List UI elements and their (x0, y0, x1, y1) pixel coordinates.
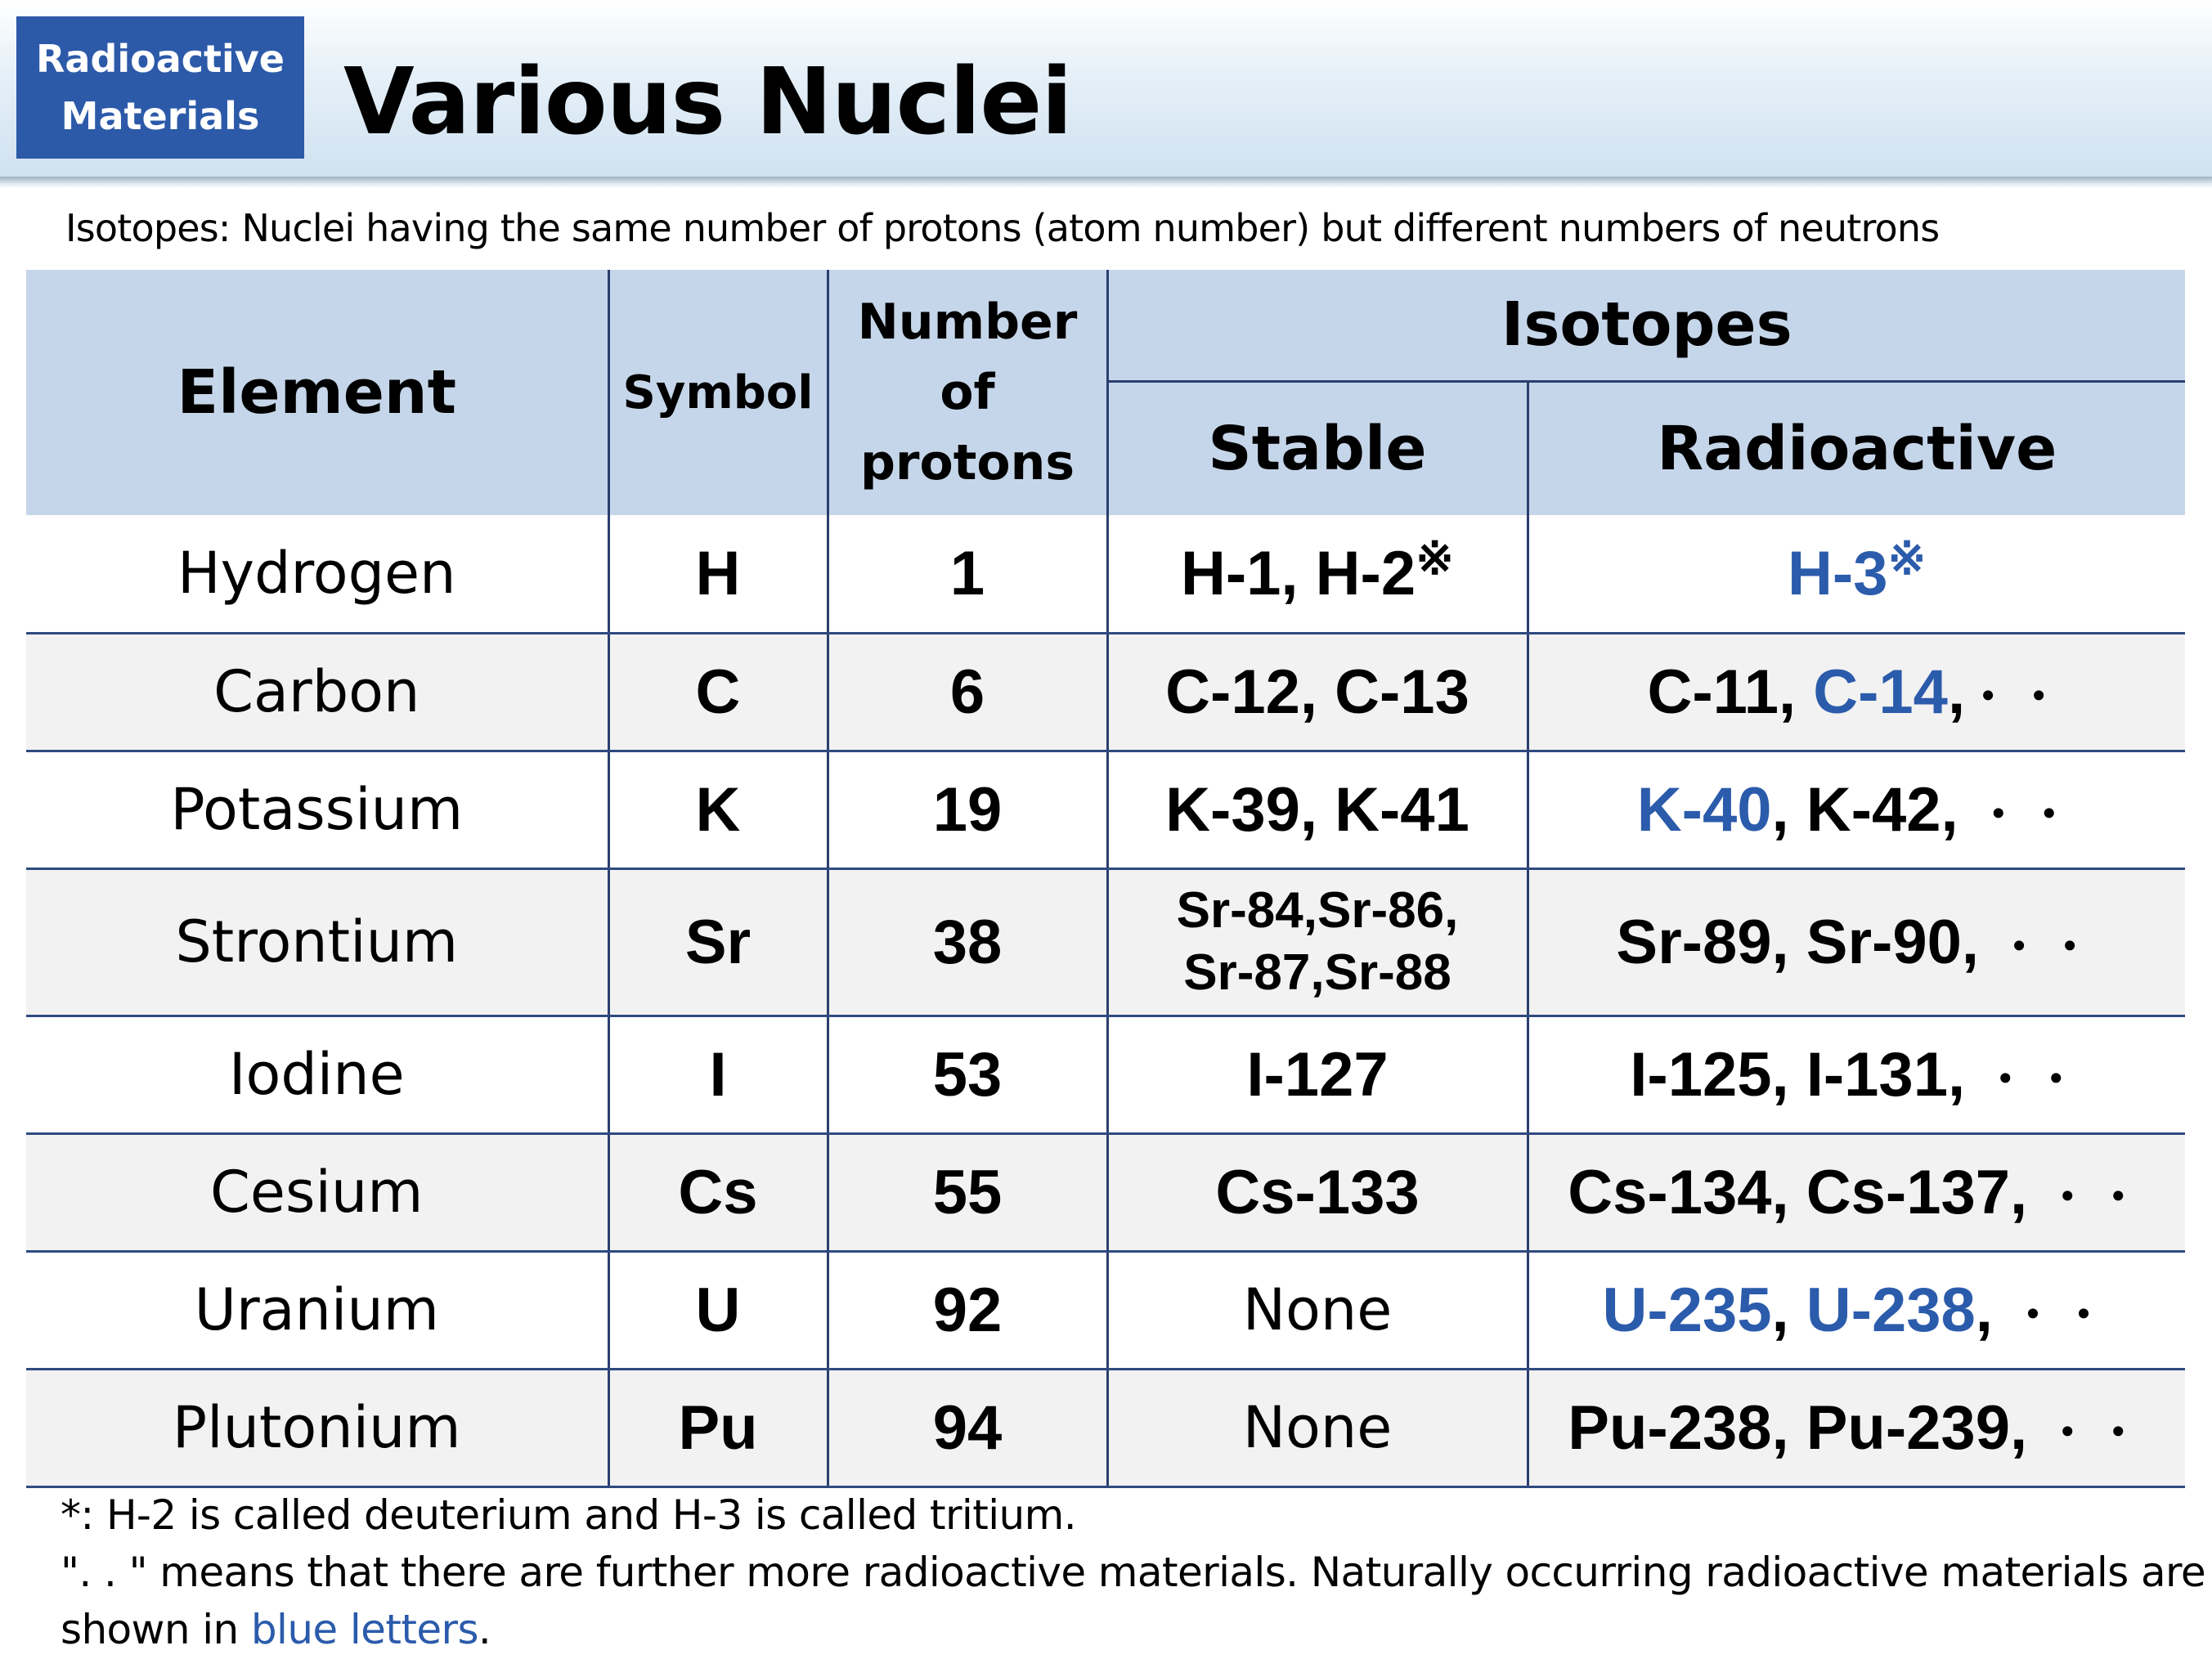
element-name: Uranium (26, 1251, 608, 1369)
ellipsis-dots: ・・ (1965, 670, 2067, 723)
header-symbol: Symbol (608, 270, 828, 515)
proton-count: 53 (828, 1016, 1107, 1133)
stable-isotopes: Cs-133 (1107, 1133, 1528, 1251)
stable-isotopes-line1: Sr-84,Sr-86, (1176, 882, 1459, 939)
footnote-mark: ※ (1887, 531, 1927, 584)
footnote-blue-text: blue letters (250, 1606, 478, 1653)
natural-isotope: U-238 (1806, 1275, 1976, 1345)
badge-line1: Radioactive (35, 37, 285, 81)
stable-isotopes: None (1107, 1251, 1528, 1369)
element-name: Strontium (26, 868, 608, 1016)
badge-line2: Materials (61, 94, 260, 138)
proton-count: 55 (828, 1133, 1107, 1251)
header-radioactive: Radioactive (1528, 381, 2185, 515)
radioactive-isotopes (1528, 515, 2185, 633)
stable-isotopes (1107, 515, 1528, 633)
natural-isotope: C-14 (1813, 657, 1948, 727)
radioactive-isotopes (1528, 1369, 2185, 1486)
footnote-tritium: *: H-2 is called deuterium and H-3 is called tritium. (61, 1491, 1077, 1539)
ellipsis-dots: ・・ (1975, 788, 2077, 841)
table-row (26, 868, 2185, 1016)
radioactive-isotopes (1528, 868, 2185, 1016)
element-name: Potassium (26, 751, 608, 868)
natural-isotope: H-3 (1788, 538, 1888, 608)
slide-header (0, 0, 2212, 182)
natural-isotope: K-40 (1636, 774, 1772, 845)
radioactive-isotopes (1528, 1251, 2185, 1369)
proton-count: 1 (828, 515, 1107, 633)
element-name: Cesium (26, 1133, 608, 1251)
page-title: Various Nuclei (343, 49, 1072, 155)
ellipsis-dots: ・・ (1982, 1053, 2084, 1105)
element-name: Hydrogen (26, 515, 608, 633)
header-protons-line2: of (940, 364, 995, 421)
element-symbol: Pu (608, 1369, 828, 1486)
element-symbol: I (608, 1016, 828, 1133)
proton-count: 19 (828, 751, 1107, 868)
header-protons-line3: protons (859, 434, 1075, 491)
table-row (26, 1251, 2185, 1369)
radioactive-text: Sr-89, Sr-90, (1616, 907, 1997, 977)
stable-isotopes: None (1107, 1369, 1528, 1486)
stable-isotopes-line2: Sr-87,Sr-88 (1183, 944, 1451, 1001)
radioactive-text: Pu-238, Pu-239, (1568, 1392, 2045, 1463)
category-badge (16, 16, 304, 159)
footnote-text: shown in (61, 1606, 251, 1653)
header-isotopes: Isotopes (1107, 270, 2185, 381)
element-name: Plutonium (26, 1369, 608, 1486)
header-element: Element (26, 270, 608, 515)
radioactive-text: , K-42, (1771, 774, 1976, 845)
proton-count: 38 (828, 868, 1107, 1016)
proton-count: 92 (828, 1251, 1107, 1369)
table-row (26, 1369, 2185, 1486)
radioactive-text: , (1771, 1275, 1806, 1345)
element-symbol: H (608, 515, 828, 633)
element-symbol: K (608, 751, 828, 868)
radioactive-isotopes (1528, 751, 2185, 868)
footnote-blue-letters (61, 1601, 491, 1658)
radioactive-text: C-11, (1647, 657, 1814, 727)
element-name: Iodine (26, 1016, 608, 1133)
element-name: Carbon (26, 633, 608, 751)
radioactive-isotopes (1528, 633, 2185, 751)
radioactive-text: , (1975, 1275, 2010, 1345)
ellipsis-dots: ・・ (2044, 1406, 2147, 1459)
stable-isotopes-text: H-1, H-2 (1180, 538, 1416, 608)
isotopes-definition: Isotopes: Nuclei having the same number of protons (atom number) but different numbers of neutrons (65, 206, 1940, 250)
ellipsis-dots: ・・ (2044, 1171, 2147, 1223)
stable-isotopes: K-39, K-41 (1107, 751, 1528, 868)
isotopes-table (26, 270, 2185, 1488)
radioactive-isotopes (1528, 1016, 2185, 1133)
header-protons-line1: Number (857, 294, 1078, 351)
ellipsis-dots: ・・ (2009, 1289, 2111, 1341)
radioactive-text: , (1947, 657, 1966, 727)
stable-isotopes: I-127 (1107, 1016, 1528, 1133)
header-stable: Stable (1107, 381, 1528, 515)
natural-isotope: U-235 (1602, 1275, 1772, 1345)
element-symbol: Cs (608, 1133, 828, 1251)
table-row (26, 1133, 2185, 1251)
element-symbol: C (608, 633, 828, 751)
table-row (26, 751, 2185, 868)
footnote-mark: ※ (1416, 531, 1455, 584)
table-row (26, 1016, 2185, 1133)
footnote-text: . (478, 1606, 491, 1653)
radioactive-text: I-125, I-131, (1630, 1039, 1983, 1110)
table-row (26, 633, 2185, 751)
proton-count: 6 (828, 633, 1107, 751)
footnote-dots-meaning: ". . " means that there are further more radioactive materials. Naturally occurring radioactive materials are (61, 1549, 2206, 1596)
element-symbol: U (608, 1251, 828, 1369)
radioactive-isotopes (1528, 1133, 2185, 1251)
table-row (26, 515, 2185, 633)
element-symbol: Sr (608, 868, 828, 1016)
ellipsis-dots: ・・ (1996, 921, 2098, 973)
stable-isotopes: C-12, C-13 (1107, 633, 1528, 751)
radioactive-text: Cs-134, Cs-137, (1568, 1157, 2045, 1227)
stable-isotopes (1107, 868, 1528, 1016)
proton-count: 94 (828, 1369, 1107, 1486)
header-divider (0, 177, 2212, 188)
header-number-of-protons (828, 270, 1107, 515)
